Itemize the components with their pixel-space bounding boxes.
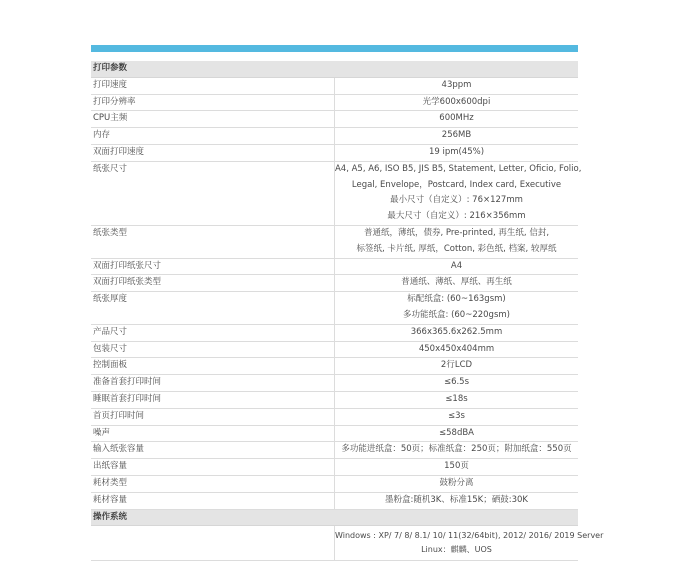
row-label: 双面打印纸张类型: [93, 277, 162, 288]
table-row: [91, 425, 578, 442]
table-row: [91, 128, 578, 145]
table-row: [91, 391, 578, 408]
row-label: 纸张类型: [93, 227, 128, 238]
row-value: 鼓粉分离: [439, 477, 474, 488]
table-row: [91, 442, 578, 459]
table-row: [91, 225, 578, 258]
row-value: ≤58dBA: [439, 427, 474, 438]
row-label: 输入纸张容量: [93, 444, 145, 455]
table-row: [91, 275, 578, 292]
row-value: 43ppm: [441, 79, 472, 90]
row-value: 墨粉盒:随机3K、标准15K；硒鼓:30K: [384, 494, 528, 505]
row-label: 打印速度: [93, 79, 128, 90]
table-row: [91, 408, 578, 425]
table-row: [91, 459, 578, 476]
row-value: 标签纸, 卡片纸, 厚纸，Cotton, 彩色纸, 档案, 较厚纸: [356, 243, 557, 254]
header-accent-bar: [91, 45, 578, 52]
row-label: 睡眠首套打印时间: [93, 393, 162, 404]
row-label: 产品尺寸: [93, 326, 128, 337]
row-value: ≤18s: [445, 393, 468, 404]
row-value: 最小尺寸（自定义）: 76×127mm: [390, 195, 523, 206]
row-label: 内存: [93, 130, 111, 141]
row-value: A4, A5, A6, ISO B5, JIS B5, Statement, Letter, Oficio, Folio,: [334, 163, 582, 174]
table-row: [91, 292, 578, 325]
row-label: 耗材容量: [93, 494, 128, 505]
row-value: 450x450x404mm: [418, 343, 495, 354]
row-value: 366x365.6x262.5mm: [410, 326, 503, 337]
row-label: 控制面板: [93, 360, 128, 371]
row-value: 150页: [444, 461, 469, 472]
table-row: [91, 475, 578, 492]
table-row: [91, 324, 578, 341]
table-row: [91, 358, 578, 375]
table-row: [91, 492, 578, 509]
row-value: 普通纸，薄纸，债券, Pre-printed, 再生纸, 信封,: [363, 227, 550, 238]
row-value: 普通纸、薄纸、厚纸、再生纸: [401, 277, 512, 288]
row-value: 600MHz: [439, 113, 474, 124]
row-value: 光学600x600dpi: [422, 96, 491, 107]
row-label: 准备首套打印时间: [93, 377, 162, 388]
table-row: [91, 77, 578, 94]
row-value: Windows : XP/ 7/ 8/ 8.1/ 10/ 11(32/64bit), 2012/ 2016/ 2019 Server: [334, 531, 604, 541]
row-value: ≤3s: [448, 410, 465, 421]
table-row: [91, 111, 578, 128]
row-value: 256MB: [441, 130, 472, 141]
table-row: [91, 144, 578, 161]
row-label: 首页打印时间: [93, 410, 145, 421]
row-label: 纸张厚度: [93, 294, 128, 305]
row-label: 出纸容量: [93, 461, 128, 472]
row-value: 多功能纸盒: (60~220gsm): [403, 309, 510, 320]
row-label: 耗材类型: [93, 477, 128, 488]
row-value: 多功能进纸盒：50页；标准纸盒：250页；附加纸盒：550页: [341, 444, 572, 455]
table-row: [91, 341, 578, 358]
row-value: 2行LCD: [440, 360, 473, 371]
row-label: 纸张尺寸: [93, 163, 128, 174]
table-row: [91, 526, 578, 561]
row-label: 包装尺寸: [93, 343, 128, 354]
row-value: 最大尺寸（自定义）: 216×356mm: [387, 211, 526, 222]
table-row: [91, 94, 578, 111]
table-row: [91, 375, 578, 392]
row-value: Linux：麒麟、UOS: [421, 545, 492, 555]
row-label: 噪声: [93, 427, 111, 438]
section-title: 操作系统: [93, 511, 128, 522]
table-row: [91, 161, 578, 225]
table-row: [91, 258, 578, 275]
row-value: 19 ipm(45%): [428, 146, 485, 157]
row-value: Legal, Envelope，Postcard, Index card, Executive: [351, 179, 562, 190]
row-value: A4: [450, 260, 463, 271]
row-value: ≤6.5s: [443, 377, 470, 388]
row-label: 打印分辨率: [93, 96, 136, 107]
section-header-os: [91, 509, 578, 526]
row-label: CPU主频: [93, 113, 128, 124]
section-header-print-params: [91, 61, 578, 77]
row-value: 标配纸盒: (60~163gsm): [407, 294, 506, 305]
spec-table: [91, 61, 604, 561]
section-title: 打印参数: [93, 63, 128, 73]
row-label: 双面打印纸张尺寸: [93, 260, 162, 271]
row-label: 双面打印速度: [93, 146, 145, 157]
